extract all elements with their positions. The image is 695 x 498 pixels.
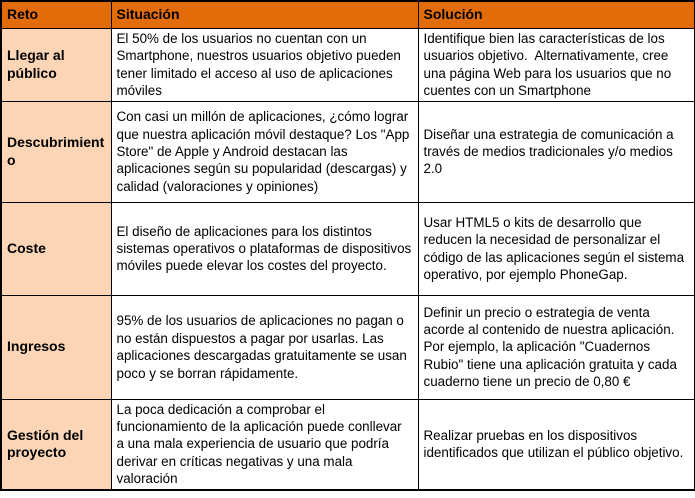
situacion-cell: El 50% de los usuarios no cuentan con un Smartphone, nuestros usuarios objetivo pueden tener limitado el acceso al uso de aplicaciones móviles — [111, 29, 418, 102]
solucion-cell: Identifique bien las características de los usuarios objetivo. Alternativamente, cree una página Web para los usuarios que no cuentes con un Smartphone — [418, 29, 695, 102]
solucion-cell: Realizar pruebas en los dispositivos identificados que utilizan el público objetivo. — [418, 399, 695, 490]
situacion-cell: La poca dedicación a comprobar el funcionamiento de la aplicación puede conllevar a una mala experiencia de usuario que podría derivar en críticas negativas y una mala valoración — [111, 399, 418, 490]
header-solucion: Solución — [418, 1, 695, 29]
situacion-cell: Con casi un millón de aplicaciones, ¿cómo lograr que nuestra aplicación móvil destaque? Los "App Store" de Apple y Android destacan las aplicaciones según su popularidad (descargas) y calidad (valoraciones y opiniones) — [111, 101, 418, 202]
solucion-cell: Diseñar una estrategia de comunicación a través de medios tradicionales y/o medios 2.0 — [418, 101, 695, 202]
header-reto: Reto — [1, 1, 111, 29]
table-row — [1, 295, 695, 399]
table-row — [1, 101, 695, 202]
reto-cell: Ingresos — [1, 295, 111, 399]
table-row — [1, 29, 695, 102]
solucion-cell: Definir un precio o estrategia de venta acorde al contenido de nuestra aplicación. Por ejemplo, la aplicación "Cuadernos Rubio" tiene una aplicación gratuita y cada cuaderno tiene un precio de 0,80 € — [418, 295, 695, 399]
header-situacion: Situación — [111, 1, 418, 29]
situacion-cell: 95% de los usuarios de aplicaciones no pagan o no están dispuestos a pagar por usarlas. Las aplicaciones descargadas gratuitamente se usan poco y se borran rápidamente. — [111, 295, 418, 399]
header-row — [1, 1, 695, 29]
table-row — [1, 399, 695, 490]
reto-cell: Gestión del proyecto — [1, 399, 111, 490]
reto-cell: Llegar al público — [1, 29, 111, 102]
reto-cell: Descubrimiento — [1, 101, 111, 202]
reto-cell: Coste — [1, 202, 111, 295]
situacion-cell: El diseño de aplicaciones para los distintos sistemas operativos o plataformas de dispositivos móviles puede elevar los costes del proyecto. — [111, 202, 418, 295]
solucion-cell: Usar HTML5 o kits de desarrollo que reducen la necesidad de personalizar el código de las aplicaciones según el sistema operativo, por ejemplo PhoneGap. — [418, 202, 695, 295]
table-row — [1, 202, 695, 295]
